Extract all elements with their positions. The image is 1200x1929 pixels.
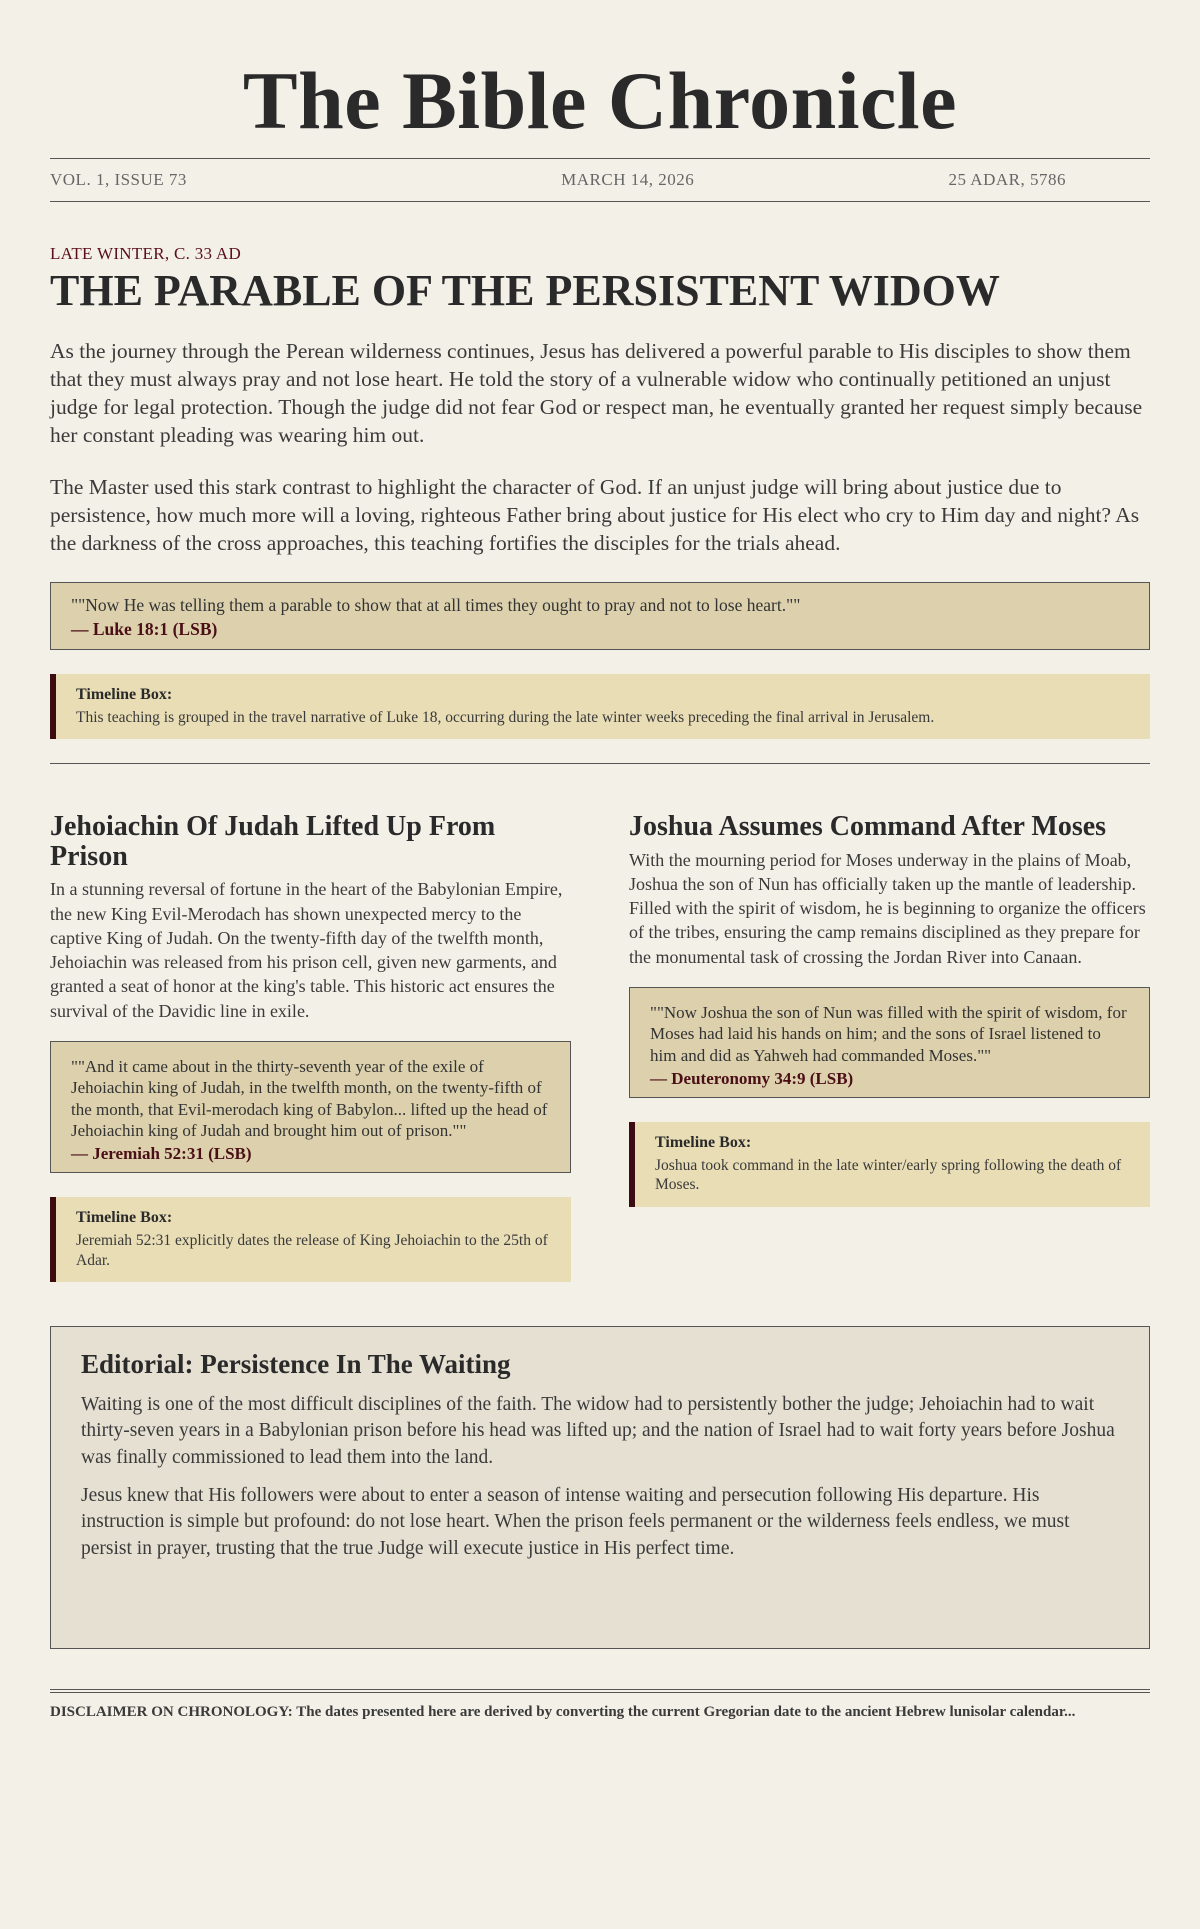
volume-issue: VOL. 1, ISSUE 73: [50, 170, 187, 189]
masthead: [50, 55, 1150, 202]
story-body: In a stunning reversal of fortune in the heart of the Babylonian Empire, the new King Evil-Merodach has shown unexpected mercy to the captive King of Judah. On the twenty-fifth day of the twelfth month, Jehoiachin was released from his prison cell, given new garments, and granted a seat of honor at the king's table. This historic act ensures the survival of the Davidic line in exile.: [50, 879, 563, 1021]
editorial-paragraph: Jesus knew that His followers were about to enter a season of intense waiting and persecution following His departure. His instruction is simple but profound: do not lose heart. When the prison feels permanent or the wilderness feels endless, we must persist in prayer, trusting that the true Judge will execute justice in His perfect time.: [81, 1484, 1070, 1559]
lead-paragraph: As the journey through the Perean wilderness continues, Jesus has delivered a powerful parable to His disciples to show them that they must always pray and not lose heart. He told the story of a vulnerable widow who continually petitioned an unjust judge for legal protection. Though the judge did not fear God or respect man, he eventually granted her request simply because her constant pleading was wearing him out.: [50, 339, 1143, 447]
quote-text: ""Now Joshua the son of Nun was filled with the spirit of wisdom, for Moses had laid his hands on him; and the sons of Israel listened to him and did as Yahweh had commanded Moses."": [650, 1003, 1127, 1065]
timeline-body: This teaching is grouped in the travel narrative of Luke 18, occurring during the late winter weeks preceding the final arrival in Jerusalem.: [76, 708, 935, 726]
quote-citation: — Luke 18:1 (LSB): [71, 618, 218, 639]
story-headline: Joshua Assumes Command After Moses: [629, 810, 1107, 842]
issue-meta-bar: [50, 158, 1150, 202]
timeline-title: Timeline Box:: [76, 1209, 173, 1227]
story-scripture-quote: [629, 987, 1150, 1098]
timeline-title: Timeline Box:: [655, 1134, 752, 1152]
chronology-disclaimer: DISCLAIMER ON CHRONOLOGY: The dates presented here are derived by converting the current Gregorian date to the ancient Hebrew lunisolar calendar...: [50, 1689, 1150, 1723]
timeline-body: Joshua took command in the late winter/early spring following the death of Moses.: [655, 1157, 1122, 1194]
story-headline: Jehoiachin Of Judah Lifted Up From Prison: [50, 810, 496, 872]
lead-paragraph: The Master used this stark contrast to highlight the character of God. If an unjust judge will bring about justice due to persistence, how much more will a loving, righteous Father bring about justice for His elect who cry to Him day and night? As the darkness of the cross approaches, this teaching fortifies the disciples for the trials ahead.: [50, 474, 1140, 555]
editorial-paragraph: Waiting is one of the most difficult disciplines of the faith. The widow had to persistently bother the judge; Jehoiachin had to wait thirty-seven years in a Babylonian prison before his head was lifted up; and the nation of Israel had to wait forty years before Joshua was finally commissioned to lead them into the land.: [81, 1394, 1115, 1468]
newspaper-page: [50, 0, 1150, 1723]
lead-timeline-box: [50, 674, 1150, 739]
joshua-story: [629, 812, 1150, 1282]
two-column-stories: [50, 812, 1150, 1282]
jehoiachin-story: [50, 812, 571, 1282]
lead-kicker: LATE WINTER, C. 33 AD: [50, 244, 242, 263]
editorial-box: [50, 1326, 1150, 1649]
lead-story: [50, 244, 1150, 739]
story-body: With the mourning period for Moses underway in the plains of Moab, Joshua the son of Nun has officially taken up the mantle of leadership. Filled with the spirit of wisdom, he is beginning to organize the officers of the tribes, ensuring the camp remains disciplined as they prepare for the monumental task of crossing the Jordan River into Canaan.: [629, 849, 1146, 967]
newspaper-title: The Bible Chronicle: [242, 55, 958, 146]
hebrew-date: 25 ADAR, 5786: [948, 170, 1066, 189]
quote-text: ""And it came about in the thirty-seventh year of the exile of Jehoiachin king of Judah, in the twelfth month, on the twenty-fifth of the month, that Evil-merodach king of Babylon... lifted up the head of Jehoiachin king of Judah and brought him out of prison."": [71, 1057, 548, 1140]
story-scripture-quote: [50, 1041, 571, 1173]
editorial-title: Editorial: Persistence In The Waiting: [81, 1349, 511, 1379]
quote-text: ""Now He was telling them a parable to show that at all times they ought to pray and not to lose heart."": [71, 594, 801, 615]
lead-scripture-quote: [50, 582, 1150, 650]
issue-date: MARCH 14, 2026: [561, 170, 695, 189]
lead-body: [50, 338, 1150, 558]
quote-citation: — Jeremiah 52:31 (LSB): [71, 1144, 252, 1163]
timeline-body: Jeremiah 52:31 explicitly dates the release of King Jehoiachin to the 25th of Adar.: [76, 1232, 548, 1269]
story-timeline-box: [50, 1197, 571, 1282]
lead-headline: THE PARABLE OF THE PERSISTENT WIDOW: [50, 266, 1000, 315]
timeline-title: Timeline Box:: [76, 685, 173, 703]
story-timeline-box: [629, 1122, 1150, 1207]
section-divider: [50, 763, 1150, 764]
quote-citation: — Deuteronomy 34:9 (LSB): [650, 1068, 854, 1088]
